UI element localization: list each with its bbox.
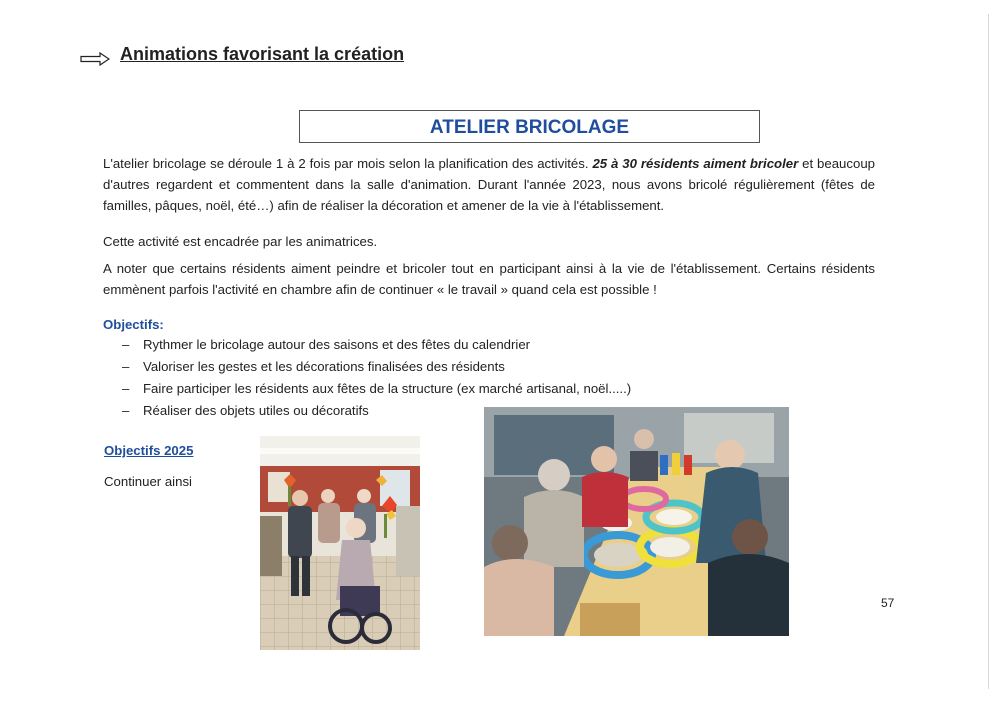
paragraph-supervision: Cette activité est encadrée par les animatrices. [103,234,378,249]
list-dash: – [122,403,130,418]
paragraph-intro-end: et beaucoup d'autres regardent et commentent dans la salle d'animation. Durant l'année 2023, nous avons bricolé régulièrement (fêtes de familles, pâques, noël, été…) afin de réaliser la décoration et amener de la vie à l'établissement. [103,156,875,213]
page-number: 57 [881,596,895,610]
arrow-right-icon [80,52,110,66]
objective-item [122,334,631,356]
objectives-heading: Objectifs: [103,317,164,332]
page-edge-line [988,14,989,689]
box-title: ATELIER BRICOLAGE [429,117,630,138]
paragraph-intro-start: L'atelier bricolage se déroule 1 à 2 fois par mois selon la planification des activités. [103,156,593,171]
objective-text: Valoriser les gestes et les décorations finalisées des résidents [143,359,505,374]
objective-item [122,356,631,378]
list-dash: – [122,337,130,352]
objective-text: Réaliser des objets utiles ou décoratifs [143,403,369,418]
objectives-2025-heading: Objectifs 2025 [104,443,194,458]
paragraph-note: A noter que certains résidents aiment peindre et bricoler tout en participant ainsi à la vie de l'établissement. Certains résidents emmènent parfois l'activité en chambre afin de continuer « le travail » quand cela est possible ! [103,261,875,297]
photo-residents-painting [484,407,789,636]
objective-text: Faire participer les résidents aux fêtes de la structure (ex marché artisanal, noël.....) [143,381,632,396]
paragraph-intro-emphasis: 25 à 30 résidents aiment bricoler [592,156,799,171]
paragraph-intro [103,153,875,216]
list-dash: – [122,359,130,374]
objective-item [122,378,631,400]
objective-text: Rythmer le bricolage autour des saisons et des fêtes du calendrier [143,337,531,352]
photo-residents-flowers [260,436,420,650]
title-box [299,110,760,143]
list-dash: – [122,381,130,396]
objectives-2025-text: Continuer ainsi [104,474,192,489]
section-title: Animations favorisant la création [120,44,405,64]
